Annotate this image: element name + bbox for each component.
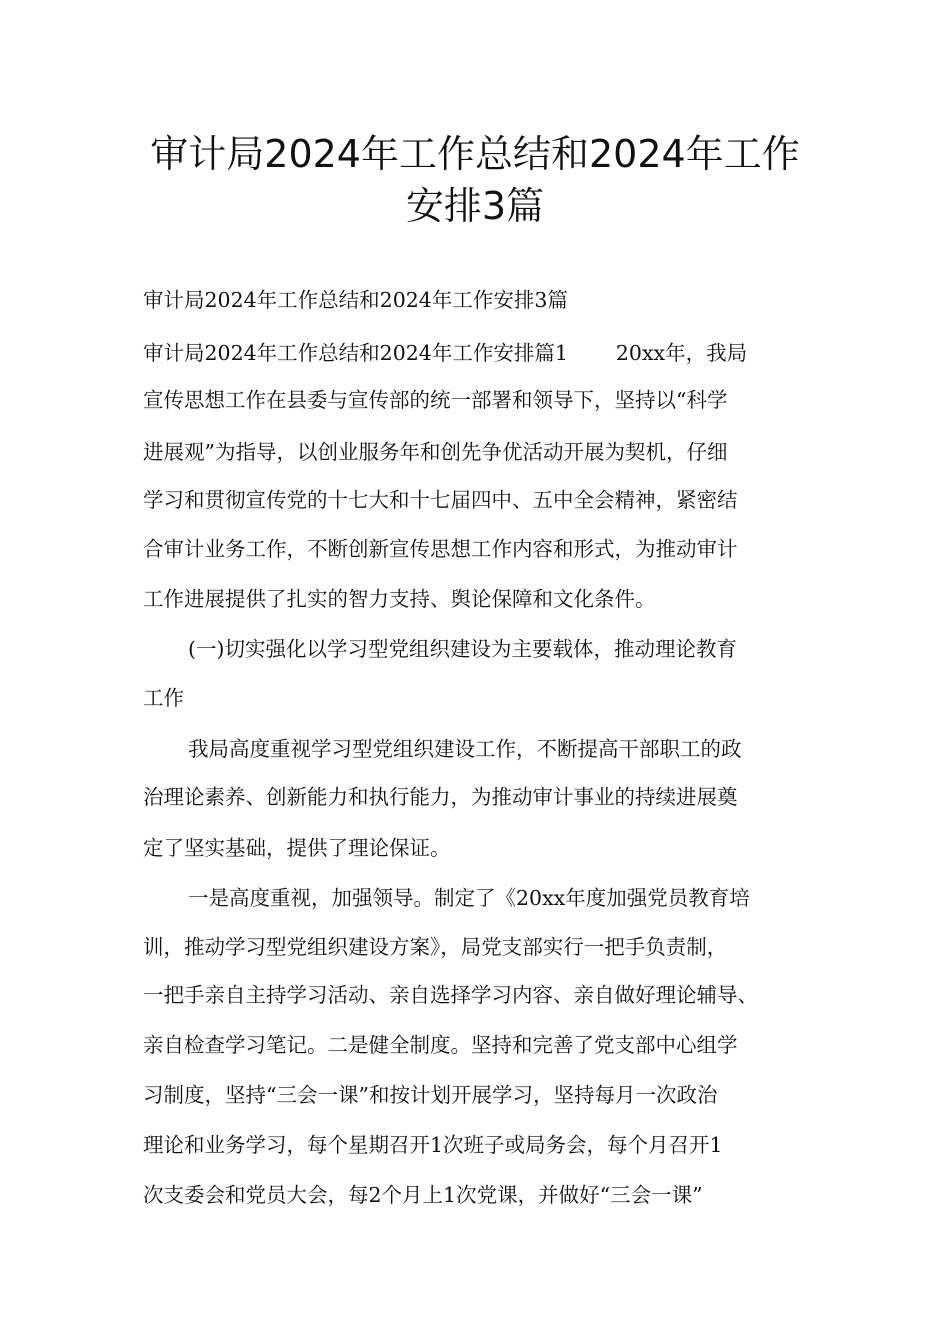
body-line: 合审计业务工作，不断创新宣传思想工作内容和形式，为推动审计: [143, 537, 738, 561]
body-line: 进展观”为指导，以创业服务年和创先争优活动开展为契机，仔细: [143, 440, 728, 464]
body-line: 一把手亲自主持学习活动、亲自选择学习内容、亲自做好理论辅导、: [143, 983, 758, 1007]
section-heading: (一)切实强化以学习型党组织建设为主要载体，推动理论教育: [188, 637, 737, 661]
document-title-line-2: 安排3篇: [405, 184, 545, 228]
body-line: 训，推动学习型党组织建设方案》，局党支部实行一把手负责制，: [143, 935, 728, 959]
body-line: 宣传思想工作在县委与宣传部的统一部署和领导下，坚持以“科学: [143, 388, 728, 412]
body-line: 亲自检查学习笔记。二是健全制度。坚持和完善了党支部中心组学: [143, 1033, 738, 1057]
document-subtitle: 审计局2024年工作总结和2024年工作安排3篇: [143, 288, 568, 312]
body-line: 学习和贯彻宣传党的十七大和十七届四中、五中全会精神，紧密结: [143, 488, 738, 512]
body-line: 定了坚实基础，提供了理论保证。: [143, 836, 451, 860]
body-line: 理论和业务学习，每个星期召开1次班子或局务会，每个月召开1: [143, 1133, 723, 1157]
paragraph-1-heading: 审计局2024年工作总结和2024年工作安排篇1: [143, 341, 568, 365]
body-line: 治理论素养、创新能力和执行能力，为推动审计事业的持续进展奠: [143, 785, 738, 809]
body-line: 工作进展提供了扎实的智力支持、舆论保障和文化条件。: [143, 587, 656, 611]
body-line: 我局高度重视学习型党组织建设工作，不断提高干部职工的政: [188, 737, 742, 761]
paragraph-1-first-line: [143, 338, 747, 368]
paragraph-1-opening: 20xx年，我局: [615, 341, 748, 365]
body-line: 习制度，坚持“三会一课”和按计划开展学习，坚持每月一次政治: [143, 1083, 718, 1107]
body-line: 次支委会和党员大会，每2个月上1次党课，并做好“三会一课”: [143, 1183, 703, 1207]
document-title-line-1: 审计局2024年工作总结和2024年工作: [150, 132, 800, 176]
body-line: 一是高度重视，加强领导。制定了《20xx年度加强党员教育培: [188, 886, 750, 910]
section-heading-cont: 工作: [143, 686, 184, 710]
